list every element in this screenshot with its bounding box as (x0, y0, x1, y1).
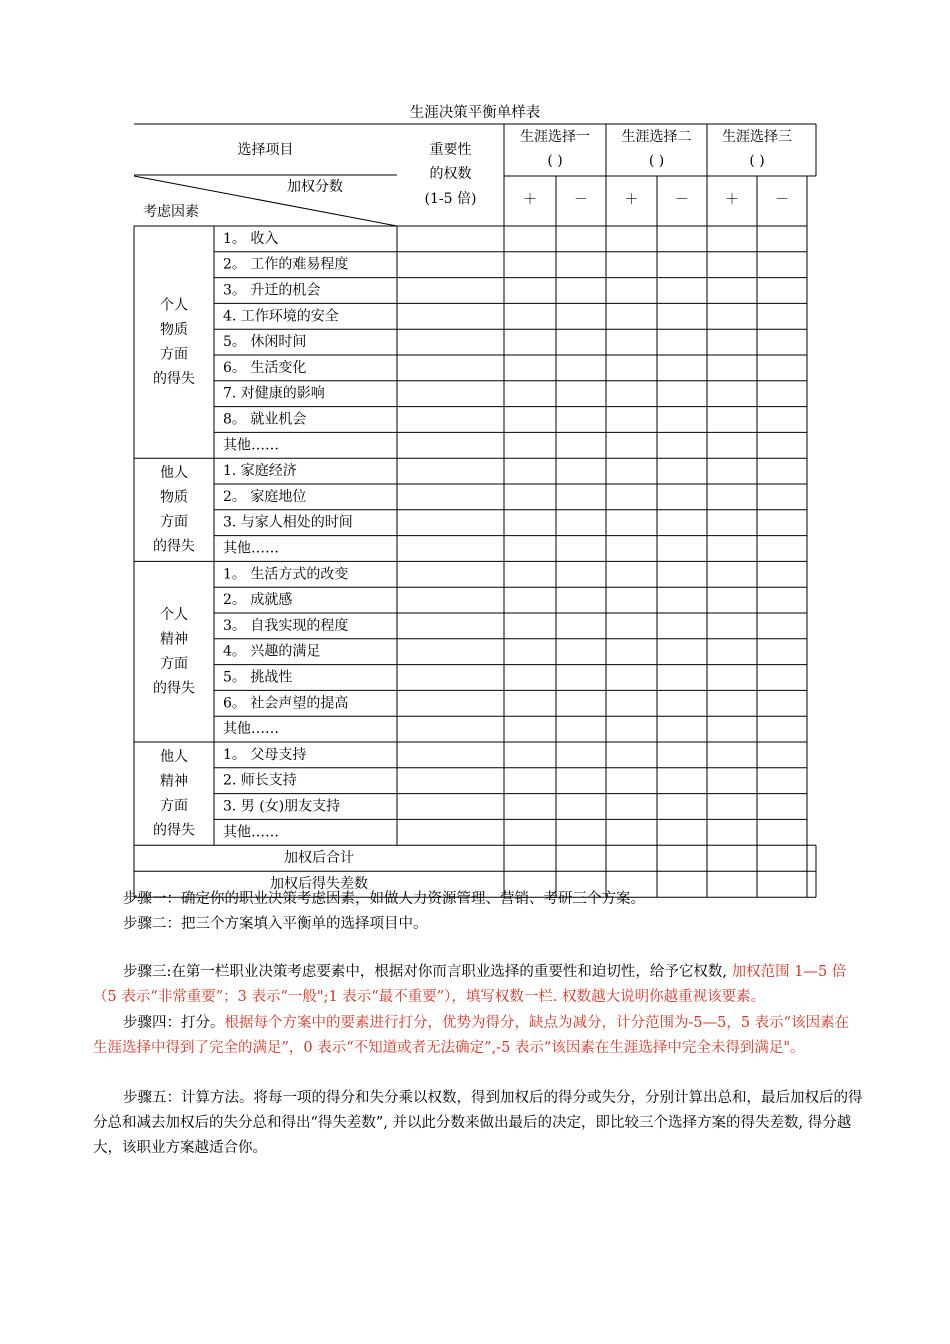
factor-item: 6。 社会声望的提高 (223, 695, 349, 712)
option-3-blank: ( ) (749, 153, 765, 169)
group-2-label: 物质 (160, 489, 188, 506)
minus-sign: － (574, 192, 588, 208)
minus-sign: － (775, 192, 789, 208)
factor-item: 其他…… (223, 721, 279, 738)
factor-item: 5。 休闲时间 (223, 334, 307, 351)
factor-item: 2. 师长支持 (223, 772, 297, 789)
group-4-label: 方面 (160, 797, 188, 814)
group-2-label: 方面 (160, 514, 188, 531)
factor-item: 其他…… (223, 540, 279, 557)
factor-item: 其他…… (223, 437, 279, 454)
factor-item: 3。 自我实现的程度 (223, 617, 349, 634)
factor-item: 1. 家庭经济 (223, 463, 297, 480)
factor-item: 3. 男 (女)朋友支持 (223, 798, 341, 815)
factor-item: 4. 工作环境的安全 (223, 308, 339, 325)
choice-items-label: 选择项目 (237, 142, 294, 158)
group-3-label: 个人 (160, 606, 188, 623)
weighted-score-label: 加权分数 (287, 179, 343, 195)
factor-item: 4。 兴趣的满足 (223, 643, 321, 660)
group-1-label: 方面 (160, 346, 188, 363)
factor-item: 6。 生活变化 (223, 359, 307, 376)
factor-item: 3. 与家人相处的时间 (223, 514, 353, 531)
instruction-step-3 (93, 960, 863, 1012)
step-text-segment: 步骤二：把三个方案填入平衡单的选择项目中。 (123, 916, 428, 932)
plus-sign: ＋ (725, 192, 739, 208)
weight-label-line1: 重要性 (429, 142, 472, 158)
group-1-label: 的得失 (153, 370, 195, 387)
table-title: 生涯决策平衡单样表 (409, 105, 541, 121)
factor-item: 2。 成就感 (223, 592, 293, 609)
instruction-step-1 (93, 887, 863, 914)
step-text-segment: 加权范围 1—5 倍（5 表示“非常重要”；3 表示“一般";1 表示“最不重要”），填写权数一栏. 权数越大说明你越重视该要素。 (93, 964, 847, 1005)
step-text-segment: 步骤三:在第一栏职业决策考虑要素中，根据对你而言职业选择的重要性和迫切性，给予它权数, (123, 964, 732, 980)
footer-row-label: 加权后得失差数 (270, 876, 368, 893)
group-2-label: 的得失 (153, 538, 195, 555)
group-4-label: 他人 (160, 748, 188, 765)
factor-item: 1。 生活方式的改变 (223, 566, 349, 583)
instruction-step-4 (93, 1011, 863, 1088)
footer-row-label: 加权后合计 (284, 850, 354, 867)
plus-sign: ＋ (624, 192, 639, 208)
factor-item: 1。 父母支持 (223, 746, 307, 763)
factor-item: 8。 就业机会 (223, 411, 307, 428)
option-1-blank: ( ) (547, 153, 563, 169)
step-text-segment: 根据每个方案中的要素进行打分，优势为得分，缺点为减分，计分范围为-5—5，5 表示“该因素在生涯选择中得到了完全的满足”，0 表示“不知道或者无法确定”,-5 表示“该因素在生涯选择中完全未得到满足"。 (93, 1015, 850, 1056)
plus-sign: ＋ (523, 192, 537, 208)
step-text-segment: 步骤五：计算方法。将每一项的得分和失分乘以权数，得到加权后的得分或失分，分别计算出总和，最后加权后的得分总和减去加权后的失分总和得出“得失差数”, 并以此分数来做出最后的决定，即比较三个选择方案的得失差数, 得分越大，该职业方案越适合你。 (93, 1090, 863, 1156)
factor-item: 2。 工作的难易程度 (223, 256, 349, 273)
group-1-label: 个人 (160, 297, 188, 314)
factor-item: 2。 家庭地位 (223, 488, 307, 505)
group-2-label: 他人 (160, 465, 188, 482)
factor-item: 3。 升迁的机会 (223, 282, 321, 299)
factor-item: 7. 对健康的影响 (223, 385, 325, 402)
weight-label-line3: (1-5 倍) (424, 191, 477, 207)
option-2-blank: ( ) (648, 153, 665, 169)
option-2-label: 生涯选择二 (621, 129, 692, 145)
weight-label-line2: 的权数 (429, 166, 472, 182)
option-1-label: 生涯选择一 (520, 129, 590, 145)
group-3-label: 精神 (160, 631, 188, 648)
group-3-label: 的得失 (153, 680, 195, 697)
factor-item: 其他…… (223, 824, 279, 841)
step-text-segment: 步骤一：确定你的职业决策考虑因素，如做人力资源管理、营销、考研三个方案。 (123, 891, 645, 907)
group-4-label: 的得失 (153, 822, 195, 839)
factors-label: 考虑因素 (143, 204, 199, 220)
minus-sign: － (675, 192, 689, 208)
instruction-step-2 (93, 912, 863, 939)
factor-item: 5。 挑战性 (223, 669, 293, 686)
step-text-segment: 步骤四：打分。 (123, 1015, 225, 1031)
option-3-label: 生涯选择三 (722, 129, 792, 145)
group-1-label: 物质 (160, 321, 188, 338)
group-4-label: 精神 (160, 773, 188, 790)
group-3-label: 方面 (160, 655, 188, 672)
factor-item: 1。 收入 (223, 230, 279, 247)
instruction-step-5 (93, 1086, 863, 1163)
